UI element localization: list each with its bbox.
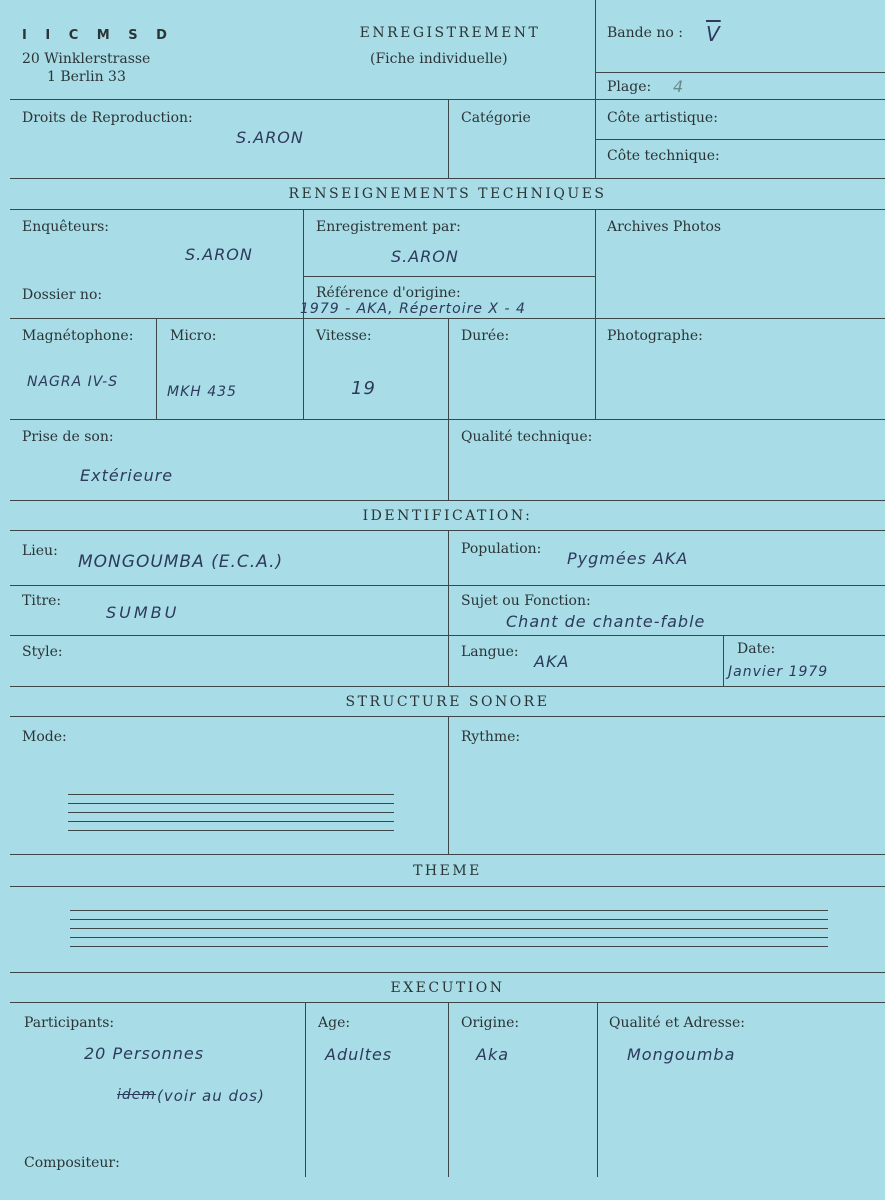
langue-label: Langue: bbox=[461, 644, 519, 660]
enqueteurs-label: Enquêteurs: bbox=[22, 219, 110, 235]
rule bbox=[595, 72, 885, 73]
lieu-value: MONGOUMBA (E.C.A.) bbox=[78, 552, 284, 572]
sujet-label: Sujet ou Fonction: bbox=[461, 593, 591, 609]
origine-value: Aka bbox=[476, 1045, 510, 1064]
micro-value: MKH 435 bbox=[167, 384, 237, 400]
prise-de-son-value: Extérieure bbox=[80, 466, 174, 485]
magnetophone-label: Magnétophone: bbox=[22, 328, 134, 344]
rule bbox=[448, 530, 449, 686]
langue-value: AKA bbox=[534, 652, 570, 671]
rule bbox=[305, 1002, 306, 1177]
form-subtitle: (Fiche individuelle) bbox=[370, 51, 508, 67]
rule bbox=[10, 972, 885, 973]
reference-label: Référence d'origine: bbox=[316, 285, 461, 301]
rule bbox=[10, 178, 885, 179]
magnetophone-value: NAGRA IV-S bbox=[27, 374, 119, 390]
rule bbox=[448, 99, 449, 178]
rule bbox=[448, 1002, 449, 1177]
section-title-identification: IDENTIFICATION: bbox=[362, 508, 533, 524]
titre-value: SUMBU bbox=[106, 603, 180, 622]
age-value: Adultes bbox=[325, 1045, 393, 1064]
rule bbox=[595, 209, 596, 419]
lieu-label: Lieu: bbox=[22, 543, 58, 559]
enregistrement-par-value: S.ARON bbox=[391, 247, 459, 266]
mode-label: Mode: bbox=[22, 729, 67, 745]
address-line-1: 20 Winklerstrasse bbox=[22, 51, 151, 67]
qualite-adresse-value: Mongoumba bbox=[627, 1045, 736, 1064]
rule bbox=[723, 635, 724, 686]
date-value: Janvier 1979 bbox=[728, 664, 829, 680]
vitesse-value: 19 bbox=[351, 378, 376, 399]
dossier-label: Dossier no: bbox=[22, 287, 103, 303]
rule bbox=[10, 686, 885, 687]
rule bbox=[10, 854, 885, 855]
section-title-technical: RENSEIGNEMENTS TECHNIQUES bbox=[288, 186, 607, 202]
qualite-adresse-label: Qualité et Adresse: bbox=[609, 1015, 745, 1031]
rule bbox=[448, 716, 449, 854]
participants-strikethrough: idem bbox=[117, 1087, 157, 1103]
form-title: ENREGISTREMENT bbox=[359, 25, 541, 41]
prise-de-son-label: Prise de son: bbox=[22, 429, 114, 445]
archives-photos-label: Archives Photos bbox=[607, 219, 722, 235]
photographe-label: Photographe: bbox=[607, 328, 703, 344]
section-title-execution: EXECUTION bbox=[390, 980, 505, 996]
participants-value: 20 Personnes bbox=[84, 1044, 205, 1063]
cote-technique-label: Côte technique: bbox=[607, 148, 720, 164]
participants-note: (voir au dos) bbox=[157, 1087, 265, 1105]
vitesse-label: Vitesse: bbox=[316, 328, 372, 344]
population-label: Population: bbox=[461, 541, 542, 557]
enqueteurs-value: S.ARON bbox=[185, 245, 253, 264]
reference-value: 1979 - AKA, Répertoire X - 4 bbox=[300, 301, 526, 317]
qualite-technique-label: Qualité technique: bbox=[461, 429, 593, 445]
origine-label: Origine: bbox=[461, 1015, 520, 1031]
compositeur-label: Compositeur: bbox=[24, 1155, 120, 1171]
rythme-label: Rythme: bbox=[461, 729, 521, 745]
section-title-theme: THEME bbox=[413, 863, 482, 879]
bande-label: Bande no : bbox=[607, 25, 683, 41]
categorie-label: Catégorie bbox=[461, 110, 531, 126]
droits-label: Droits de Reproduction: bbox=[22, 110, 193, 126]
rule bbox=[156, 318, 157, 419]
rule bbox=[10, 500, 885, 501]
org-logo: I I C M S D bbox=[22, 28, 174, 43]
population-value: Pygmées AKA bbox=[567, 549, 689, 568]
participants-label: Participants: bbox=[24, 1015, 115, 1031]
micro-label: Micro: bbox=[170, 328, 217, 344]
rule bbox=[595, 139, 885, 140]
style-label: Style: bbox=[22, 644, 63, 660]
rule bbox=[597, 1002, 598, 1177]
section-title-structure: STRUCTURE SONORE bbox=[345, 694, 550, 710]
date-label: Date: bbox=[737, 641, 776, 657]
rule bbox=[595, 0, 596, 178]
cote-artistique-label: Côte artistique: bbox=[607, 110, 718, 126]
rule bbox=[303, 276, 595, 277]
droits-value: S.ARON bbox=[236, 128, 304, 147]
bande-value: $\overline{V}$ bbox=[706, 22, 721, 46]
rule bbox=[10, 209, 885, 210]
rule bbox=[10, 886, 885, 887]
age-label: Age: bbox=[318, 1015, 351, 1031]
plage-label: Plage: bbox=[607, 79, 652, 95]
rule bbox=[448, 318, 449, 500]
titre-label: Titre: bbox=[22, 593, 62, 609]
plage-value: 4 bbox=[673, 77, 685, 96]
sujet-value: Chant de chante-fable bbox=[506, 612, 706, 631]
enregistrement-par-label: Enregistrement par: bbox=[316, 219, 461, 235]
address-line-2: 1 Berlin 33 bbox=[47, 69, 126, 85]
duree-label: Durée: bbox=[461, 328, 510, 344]
